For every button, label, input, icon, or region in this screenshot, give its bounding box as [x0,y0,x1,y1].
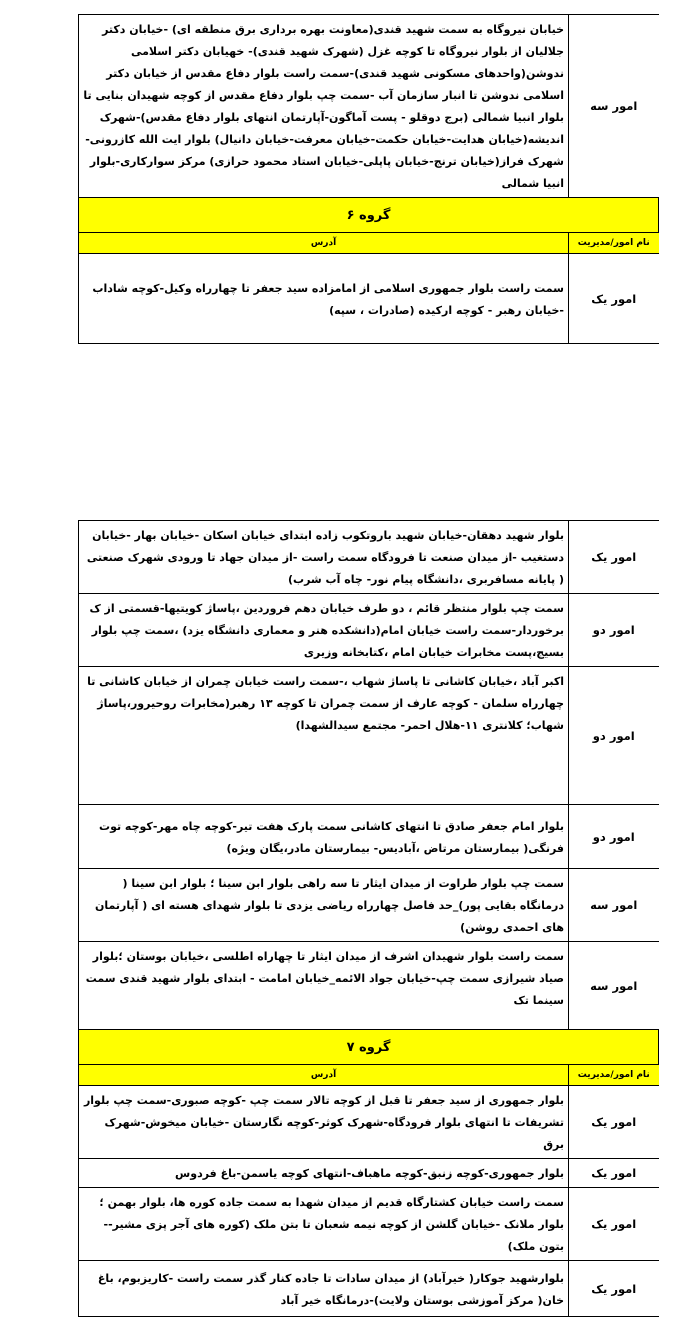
management-cell: امور سه [569,869,659,942]
address-cell: سمت راست بلوار شهیدان اشرف از میدان ایثار تا چهاراه اطلسی ،خیابان بوستان ؛بلوار صیاد شیرازی سمت چپ-خیابان جواد الائمه_خیابان امامت - ابتدای بلوار شهید قندی سمت سینما تک [79,942,569,1030]
address-cell: بلوارشهید جوکار( خیرآباد) از میدان سادات تا جاده کنار گذر سمت راست -کاریزبوم، باغ خان( مرکز آموزشی بوستان ولایت)-درمانگاه خیر آباد [79,1261,569,1317]
address-cell: خیابان نیروگاه به سمت شهید قندی(معاونت بهره برداری برق منطقه ای) -خیابان دکتر جلالیان از بلوار نیروگاه تا کوچه غزل (شهرک شهید قندی)- خهیابان دکتر اسلامی ندوشن(واحدهای مسکونی شهید قندی)-سمت راست بلوار دفاع مقدس از خیابان دکتر اسلامی ندوشن تا انبار سازمان آب -سمت چپ بلوار دفاع مقدس از کوچه شهیدان بنایی تا بلوار انبیا شمالی (برج دوقلو - پست آماگون-آپارتمان انتهای بلوار دفاع مقدس)-شهرک اندیشه(خیابان هدایت-خیابان حکمت-خیابان معرفت-خیابان دانیال) بلوار ایت الله کازرونی- شهرک فراز(خیابان ترنج-خیابان پاپلی-خیابان استاد محمود حرازی) مرکز سوارکاری-بلوار انبیا شمالی [79,15,569,198]
column-header-row [79,233,659,254]
address-cell: بلوار امام جعفر صادق تا انتهای کاشانی سمت پارک هفت تیر-کوچه چاه مهر-کوچه توت فرنگی( بیمارستان مرتاض ،آبادیس- بیمارستان مادر،یگان ویژه) [79,805,569,869]
address-cell: اکبر آباد ،خیابان کاشانی تا پاساژ شهاب ،-سمت راست خیابان چمران از خیابان کاشانی تا چهارراه سلمان - کوچه عارف از سمت چمران تا کوچه ۱۳ رهبر(مخابرات روحیرور،پاساژ شهاب؛ کلانتری ۱۱-هلال احمر- مجتمع سیدالشهدا) [79,667,569,805]
table-row [79,15,659,198]
column-header-address: آدرس [79,233,569,254]
management-cell: امور یک [569,1159,659,1188]
management-cell: امور یک [569,254,659,344]
address-cell: بلوار شهید دهقان-خیابان شهید باروتکوب زاده ابتدای خیابان اسکان -خیابان بهار -خیابان دستغیب -از میدان صنعت تا فرودگاه سمت راست -از میدان جهاد تا ورودی شهرک صنعتی ( پایانه مسافربری ،دانشگاه پیام نور- چاه آب شرب) [79,521,569,594]
address-cell: سمت چپ بلوار منتظر قائم ، دو طرف خیابان دهم فروردین ،پاساژ کویتیها-قسمتی از ک برخوردار-سمت راست خیابان امام(دانشکده هنر و معماری دانشگاه یزد) ،سمت چپ بلوار بسیج،پست مخابرات خیابان امام ،کتابخانه وزیری [79,594,569,667]
group-title: گروه ۶ [79,198,659,233]
address-cell: سمت چپ بلوار طراوت از میدان ایثار تا سه راهی بلوار ابن سینا ؛ بلوار ابن سینا ( درمانگاه بقایی پور)_حد فاصل چهارراه ریاضی یزدی تا بلوار شهدای هسته ای ( آپارتمان های احمدی روشن) [79,869,569,942]
column-header-management: نام امور/مدیریت [569,233,659,254]
table-row [79,521,659,594]
address-cell: بلوار جمهوری از سید جعفر تا قبل از کوچه تالار سمت چپ -کوچه صبوری-سمت چپ بلوار تشریفات تا انتهای بلوار فرودگاه-شهرک کوثر-کوچه نگارستان -خیابان میخوش-شهرک برق [79,1086,569,1159]
column-header-row [79,1065,659,1086]
management-cell: امور یک [569,521,659,594]
management-cell: امور دو [569,667,659,805]
management-cell: امور دو [569,594,659,667]
column-header-management: نام امور/مدیریت [569,1065,659,1086]
table-row [79,1188,659,1261]
table-row [79,667,659,805]
table-row [79,869,659,942]
address-cell: بلوار جمهوری-کوچه زنبق-کوچه ماهباف-انتهای کوچه یاسمن-باغ فردوس [79,1159,569,1188]
management-cell: امور یک [569,1261,659,1317]
management-cell: امور سه [569,942,659,1030]
outage-table-bottom [78,520,659,1317]
address-cell: سمت راست خیابان کشتارگاه قدیم از میدان شهدا به سمت جاده کوره ها، بلوار بهمن ؛بلوار ملانک -خیابان گلشن از کوچه نیمه شعبان تا بتن ملک (کوره های آجر پزی مشیر--بتون ملک) [79,1188,569,1261]
group-header-row [79,1030,659,1065]
column-header-address: آدرس [79,1065,569,1086]
address-cell: سمت راست بلوار جمهوری اسلامی از امامزاده سید جعفر تا چهارراه وکیل-کوچه شاداب -خیابان رهبر - کوچه ارکیده (صادرات ، سپه) [79,254,569,344]
table-row [79,805,659,869]
outage-table-top [78,14,659,344]
group-header-row [79,198,659,233]
table-row [79,1159,659,1188]
management-cell: امور یک [569,1188,659,1261]
management-cell: امور سه [569,15,659,198]
table-row [79,594,659,667]
management-cell: امور یک [569,1086,659,1159]
management-cell: امور دو [569,805,659,869]
group-title: گروه ۷ [79,1030,659,1065]
table-row [79,942,659,1030]
table-row [79,1261,659,1317]
table-row [79,254,659,344]
table-row [79,1086,659,1159]
